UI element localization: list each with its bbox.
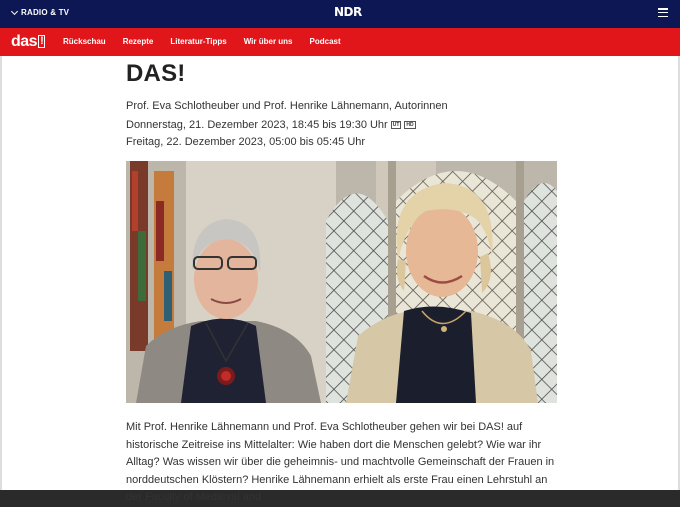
das-logo-bang: ! — [40, 35, 44, 47]
ndr-logo[interactable]: NDR — [334, 5, 362, 19]
airtime-1 — [126, 119, 416, 131]
article-photo — [126, 161, 557, 403]
radio-tv-label: RADIO & TV — [21, 8, 70, 17]
nav-item-podcast[interactable]: Podcast — [309, 37, 341, 46]
das-nav-bar — [0, 28, 680, 56]
article-body: Mit Prof. Henrike Lähnemann und Prof. Eva Schlotheuber gehen wir bei DAS! auf historische Zeitreise ins Mittelalter: Wie haben dort die Menschen gelebt? Wie war ihr Alltag? Was wissen wir über die geheimnis- und machtvolle Gemeinschaft der Frauen in norddeutschen Klöstern? Henrike Lähnemann erhielt als erste Frau einen Lehrstuhl an der Faculty of Medieval and — [126, 421, 555, 503]
article-subtitle: Prof. Eva Schlotheuber und Prof. Henrike Lähnemann, Autorinnen — [126, 100, 448, 112]
page-border-left — [0, 56, 2, 490]
nav-item-rueckschau[interactable]: Rückschau — [63, 37, 106, 46]
das-logo-text: das — [11, 33, 38, 50]
nav-item-literatur-tipps[interactable]: Literatur-Tipps — [170, 37, 227, 46]
hd-badge: HD — [406, 122, 414, 128]
hamburger-menu-icon[interactable] — [658, 8, 668, 17]
airtime-2: Freitag, 22. Dezember 2023, 05:00 bis 05:45 Uhr — [126, 136, 366, 148]
nav-item-wir-ueber-uns[interactable]: Wir über uns — [243, 37, 293, 46]
nav-menu — [63, 37, 358, 46]
ndr-top-bar — [0, 0, 680, 28]
page-title: DAS! — [126, 60, 186, 87]
radio-tv-dropdown[interactable] — [12, 8, 69, 17]
airtime-1-text: Donnerstag, 21. Dezember 2023, 18:45 bis 19:30 Uhr — [126, 119, 388, 131]
chevron-down-icon — [11, 7, 18, 14]
das-logo[interactable] — [11, 33, 45, 51]
subtitle-badge: UT — [392, 122, 400, 128]
nav-item-rezepte[interactable]: Rezepte — [122, 37, 154, 46]
